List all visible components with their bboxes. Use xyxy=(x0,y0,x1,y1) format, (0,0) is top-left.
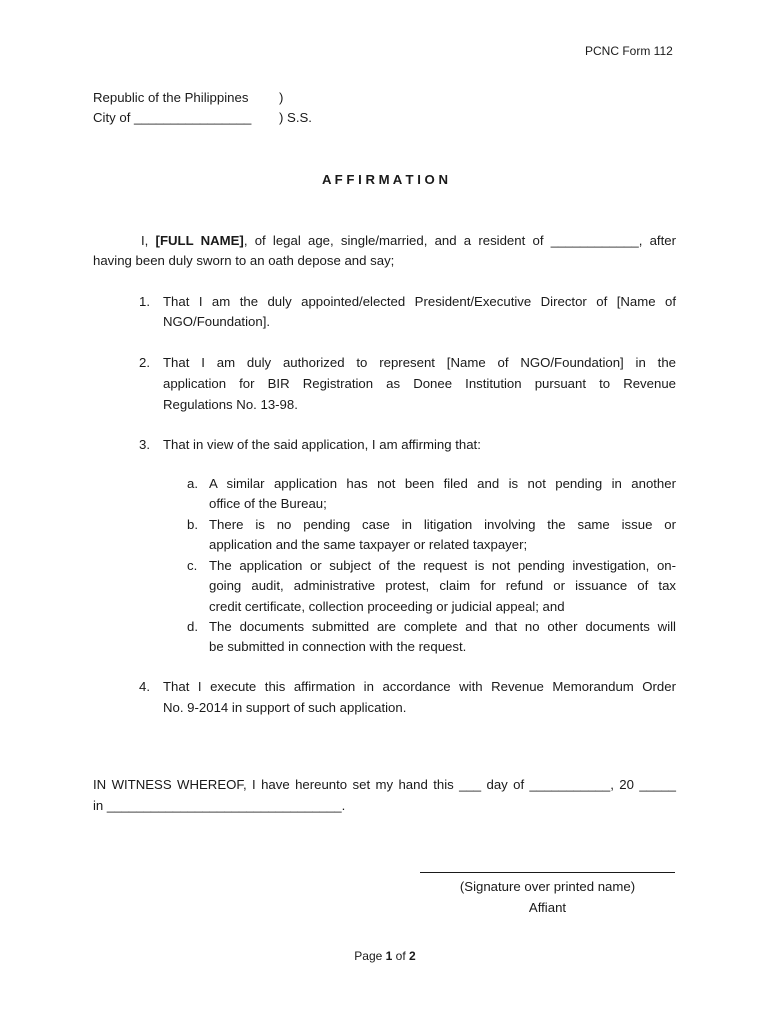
page-prefix: Page xyxy=(354,949,386,963)
subitem-c-line-2: going audit, administrative protest, claim for refund or issuance of tax xyxy=(209,578,676,593)
intro-rest: , of legal age, single/married, and a resident of ____________, after xyxy=(243,233,676,248)
form-number: PCNC Form 112 xyxy=(585,44,673,58)
intro-line-2: having been duly sworn to an oath depose and say; xyxy=(93,253,395,268)
signature-role: Affiant xyxy=(528,900,567,915)
page-of: of xyxy=(392,949,410,963)
venue-city: City of ________________ xyxy=(93,110,252,125)
subitem-a-line-2: office of the Bureau; xyxy=(209,496,327,511)
page-total: 2 xyxy=(409,949,416,963)
item-number: 3. xyxy=(139,437,150,452)
item-2-line-3: Regulations No. 13-98. xyxy=(163,397,298,412)
venue-ss: ) S.S. xyxy=(279,110,312,125)
intro-line-1 xyxy=(141,231,676,251)
item-1-line-1: That I am the duly appointed/elected President/Executive Director of [Name of xyxy=(163,294,676,309)
venue-country: Republic of the Philippines xyxy=(93,90,249,105)
item-2-line-2: application for BIR Registration as Donee Institution pursuant to Revenue xyxy=(163,376,676,391)
witness-line-1: IN WITNESS WHEREOF, I have hereunto set my hand this ___ day of ___________, 20 _____ xyxy=(93,777,676,792)
subitem-c-line-1: The application or subject of the request is not pending investigation, on- xyxy=(209,558,676,573)
subitem-a-line-1: A similar application has not been filed and is not pending in another xyxy=(209,476,676,491)
item-4-line-1: That I execute this affirmation in accordance with Revenue Memorandum Order xyxy=(163,679,676,694)
item-number: 4. xyxy=(139,679,150,694)
item-2-line-1: That I am duly authorized to represent [Name of NGO/Foundation] in the xyxy=(163,355,676,370)
subitem-letter: d. xyxy=(187,619,198,634)
subitem-letter: a. xyxy=(187,476,198,491)
page-current: 1 xyxy=(385,949,393,963)
page-number xyxy=(0,949,770,963)
subitem-letter: b. xyxy=(187,517,198,532)
document-title: A F F I R M A T I O N xyxy=(321,172,448,187)
item-1-line-2: NGO/Foundation]. xyxy=(163,314,271,329)
signature-caption: (Signature over printed name) xyxy=(459,879,636,894)
subitem-letter: c. xyxy=(187,558,198,573)
signature-line xyxy=(420,872,675,873)
item-number: 2. xyxy=(139,355,150,370)
venue-paren-1: ) xyxy=(279,90,284,105)
subitem-b-line-1: There is no pending case in litigation involving the same issue or xyxy=(209,517,676,532)
item-4-line-2: No. 9-2014 in support of such application. xyxy=(163,700,407,715)
full-name-placeholder: [FULL NAME] xyxy=(155,233,244,248)
intro-start: I, xyxy=(141,233,156,248)
subitem-d-line-2: be submitted in connection with the request. xyxy=(209,639,467,654)
item-3-line-1: That in view of the said application, I am affirming that: xyxy=(163,437,481,452)
subitem-b-line-2: application and the same taxpayer or related taxpayer; xyxy=(209,537,528,552)
subitem-c-line-3: credit certificate, collection proceeding or judicial appeal; and xyxy=(209,599,565,614)
witness-line-2: in ________________________________. xyxy=(93,798,346,813)
subitem-d-line-1: The documents submitted are complete and that no other documents will xyxy=(209,619,676,634)
item-number: 1. xyxy=(139,294,150,309)
